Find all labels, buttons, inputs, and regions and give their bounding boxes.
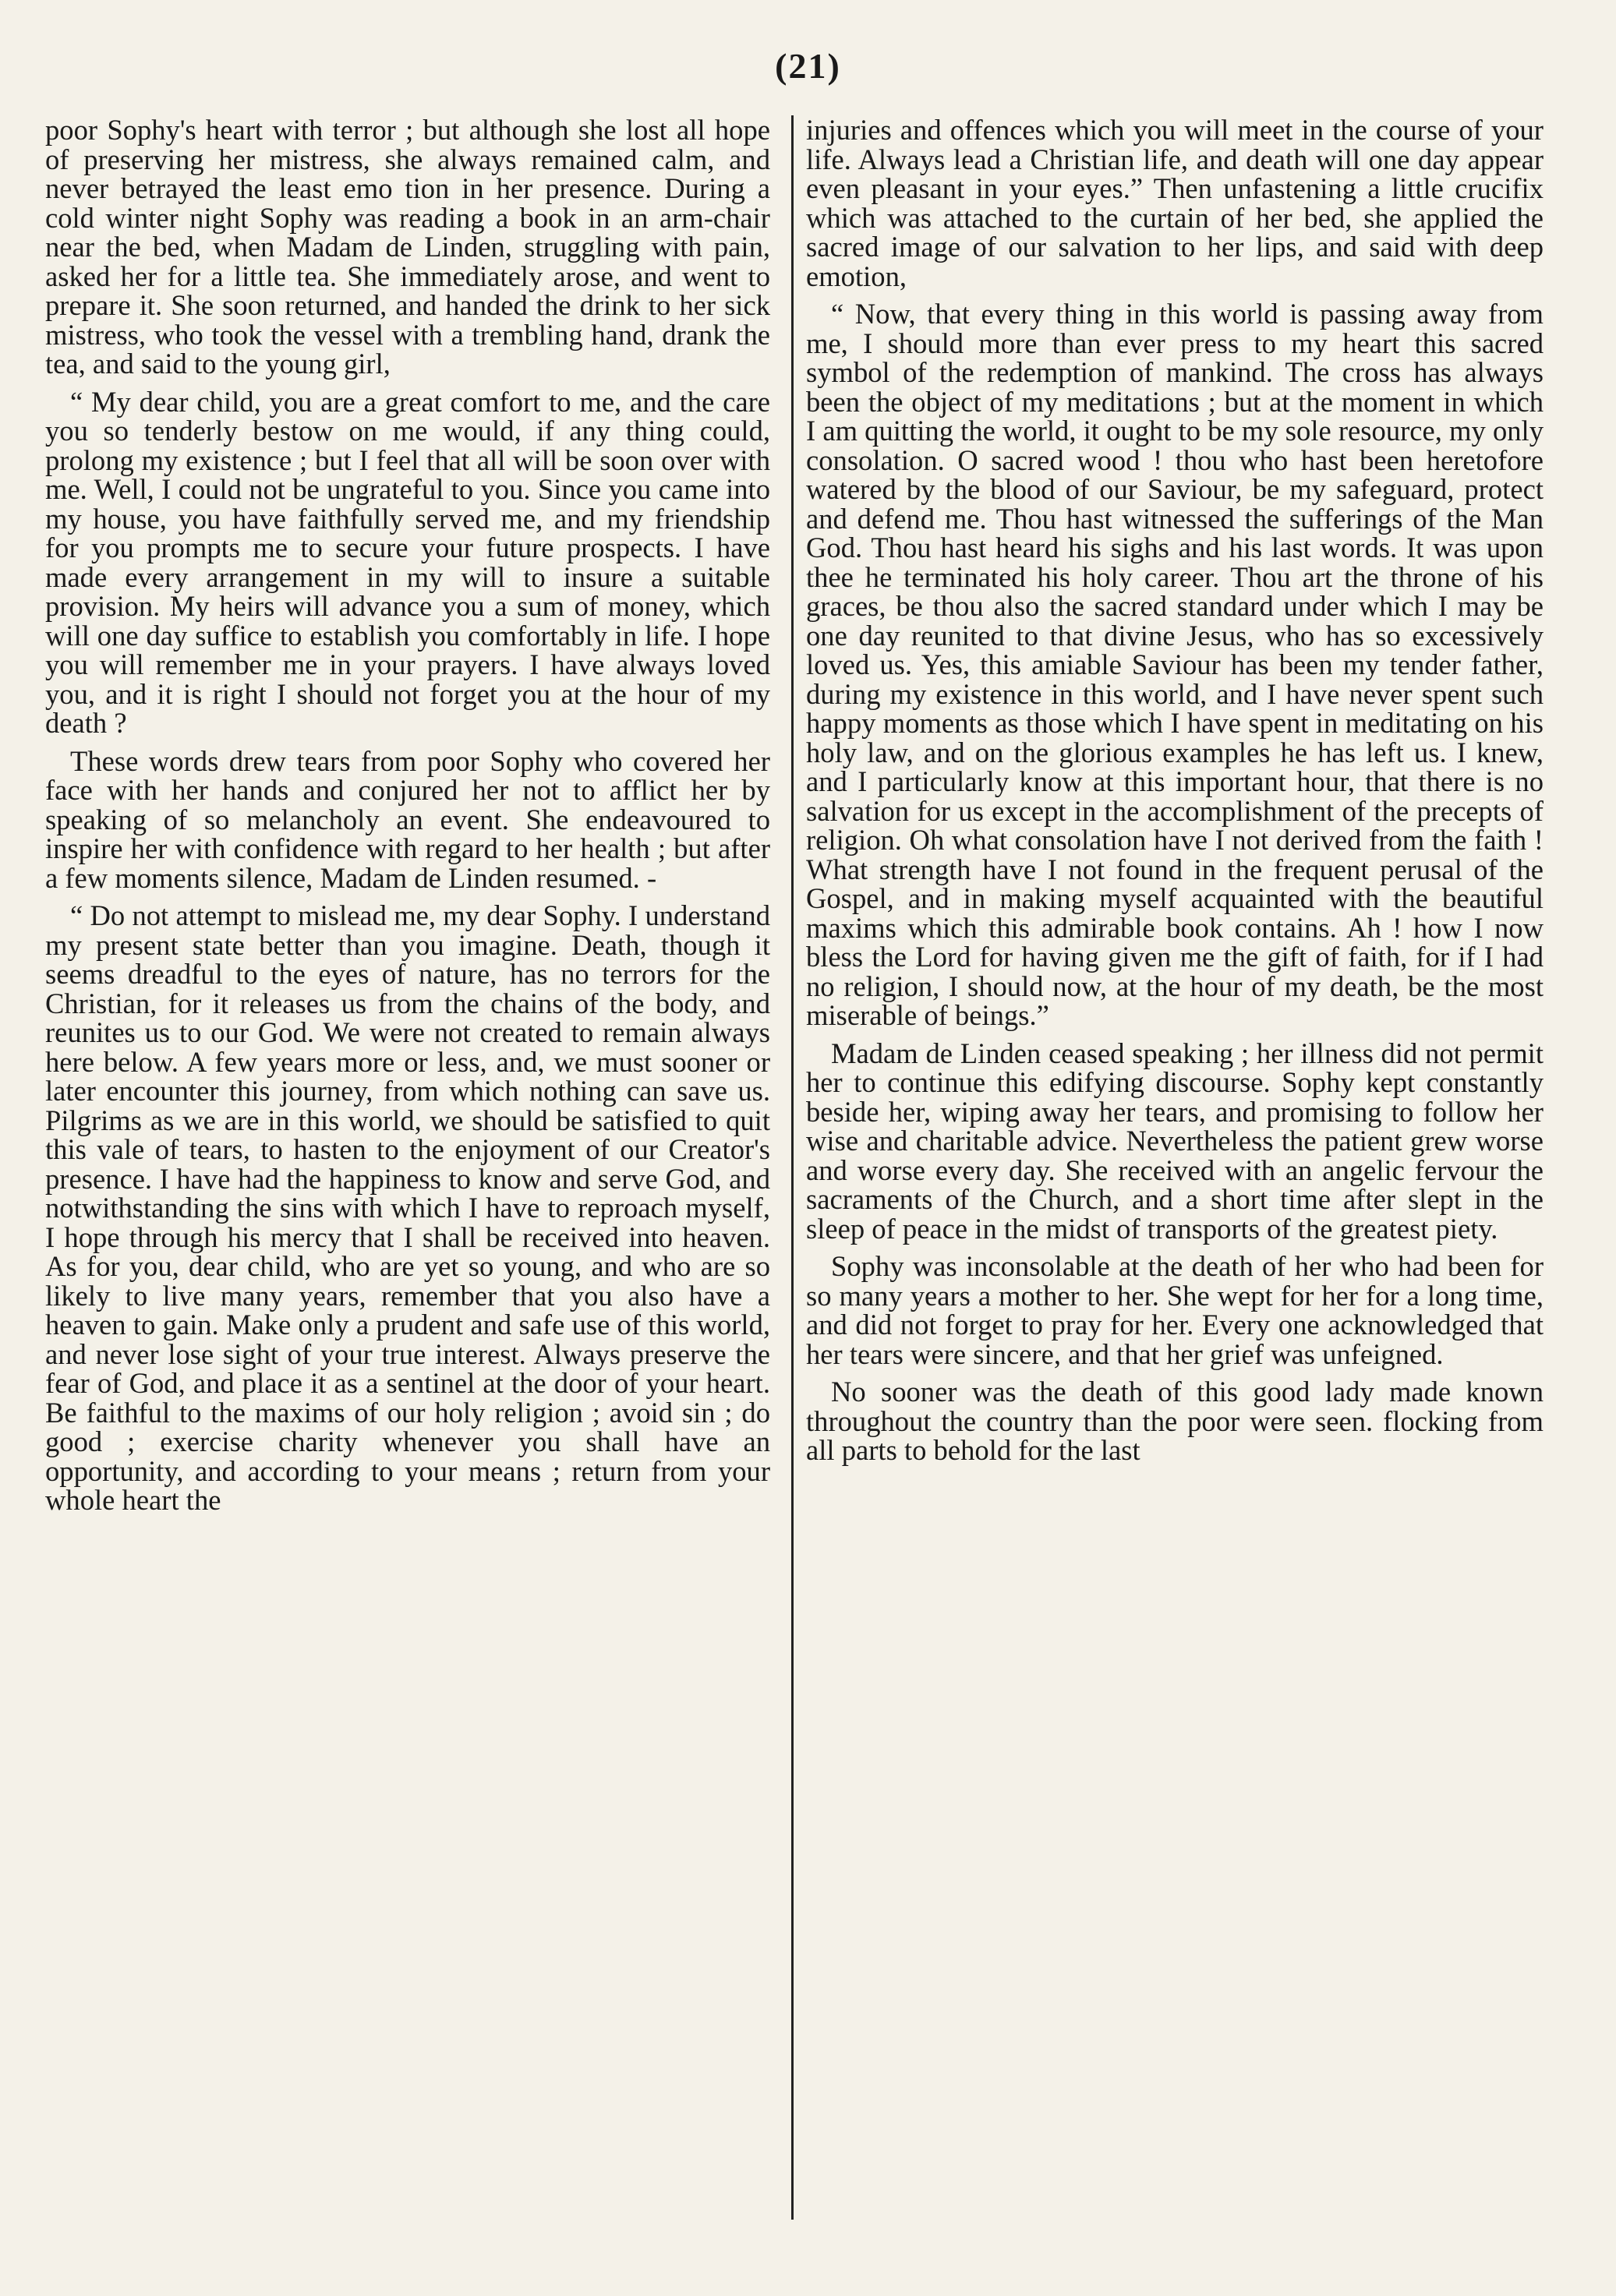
paragraph: “ Do not attempt to mislead me, my dear Sophy. I understand my present state better than you imagine. Death, though it seems dreadful to the eyes of nature, has no terrors for the Christian, for it releases us from the chains of the body, and reunites us to our God. We were not created to remain always here below. A few years more or less, and, we must sooner or later encounter this journey, from which nothing can save us. Pilgrims as we are in this world, we should be satisfied to quit this vale of tears, to hasten to the enjoyment of our Creator's presence. I have had the happiness to know and serve God, and notwithstanding the sins with which I have to reproach myself, I hope through his mercy that I shall be received into heaven. As for you, dear child, who are yet so young, and who are so likely to live many years, remember that you also have a heaven to gain. Make only a prudent and safe use of this world, and never lose sight of your true interest. Always preserve the fear of God, and place it as a sentinel at the door of your heart. Be faithful to the maxims of our holy religion ; avoid sin ; do good ; exercise charity whenever you shall have an opportunity, and according to your means ; return from your whole heart the — [45, 899, 770, 1516]
paragraph: “ Now, that every thing in this world is passing away from me, I should more than ever press to my heart this sacred symbol of the redemption of mankind. The cross has always been the object of my meditations ; but at the moment in which I am quitting the world, it ought to be my sole resource, my only consolation. O sacred wood ! thou who hast been heretofore watered by the blood of our Saviour, be my safeguard, protect and defend me. Thou hast witnessed the sufferings of the Man God. Thou hast heard his sighs and his last words. It was upon thee he terminated his holy career. Thou art the throne of his graces, be thou also the sacred standard under which I may be one day reunited to that divine Jesus, who has so excessively loved us. Yes, this amiable Saviour has been my tender father, during my existence in this world, and I have never spent such happy moments as those which I have spent in meditating on his holy law, and on the glorious examples he has left us. I knew, and I particularly know at this important hour, that there is no salvation for us except in the accomplishment of the precepts of religion. Oh what consolation have I not derived from the faith ! What strength have I not found in the frequent perusal of the Gospel, and in making myself acquainted with the beautiful maxims which this admirable book contains. Ah ! how I now bless the Lord for having given me the gift of faith, for if I had no religion, I should now, at the hour of my death, be the most miserable of beings.” — [806, 298, 1544, 1031]
paragraph: Sophy was inconsolable at the death of her who had been for so many years a mother to her. She wept for her for a long time, and did not forget to pray for her. Every one acknowledged that her tears were sincere, and that her grief was unfeigned. — [806, 1250, 1544, 1370]
paragraph: These words drew tears from poor Sophy who covered her face with her hands and conjured her not to afflict her by speaking of so melancholy an event. She endeavoured to inspire her with confidence with regard to her health ; but after a few moments silence, Madam de Linden resumed. - — [45, 744, 770, 894]
right-column — [806, 115, 1544, 1474]
paragraph: Madam de Linden ceased speaking ; her illness did not permit her to continue this edifying discourse. Sophy kept constantly beside her, wiping away her tears, and promising to follow her wise and charitable advice. Nevertheless the patient grew worse and worse every day. She received with an angelic fervour the sacraments of the Church, and a short time after slept in the sleep of peace in the midst of transports of the greatest piety. — [806, 1037, 1544, 1245]
paragraph: injuries and offences which you will meet in the course of your life. Always lead a Christian life, and death will one day appear even pleasant in your eyes.” Then unfastening a little crucifix which was attached to the curtain of her bed, she applied the sacred image of our salvation to her lips, and said with deep emotion, — [806, 114, 1544, 292]
paragraph: poor Sophy's heart with terror ; but although she lost all hope of preserving her mistress, she always remained calm, and never betrayed the least emo tion in her presence. During a cold winter night Sophy was reading a book in an arm-chair near the bed, when Madam de Linden, struggling with pain, asked her for a little tea. She immediately arose, and went to prepare it. She soon returned, and handed the drink to her sick mistress, who took the vessel with a trembling hand, drank the tea, and said to the young girl, — [45, 114, 770, 380]
paragraph: “ My dear child, you are a great comfort to me, and the care you so tenderly bestow on me would, if any thing could, prolong my existence ; but I feel that all will be soon over with me. Well, I could not be ungrateful to you. Since you came into my house, you have faithfully served me, and my friendship for you prompts me to secure your future prospects. I have made every arrangement in my will to insure a suitable provision. My heirs will advance you a sum of money, which will one day suffice to establish you comfortably in life. I hope you will remember me in your prayers. I have always loved you, and it is right I should not forget you at the hour of my death ? — [45, 385, 770, 739]
paragraph: No sooner was the death of this good lady made known throughout the country than the poor were seen. flocking from all parts to behold for the last — [806, 1376, 1544, 1466]
left-column — [45, 115, 770, 1524]
column-divider — [791, 115, 794, 2220]
page-number: (21) — [775, 46, 841, 86]
